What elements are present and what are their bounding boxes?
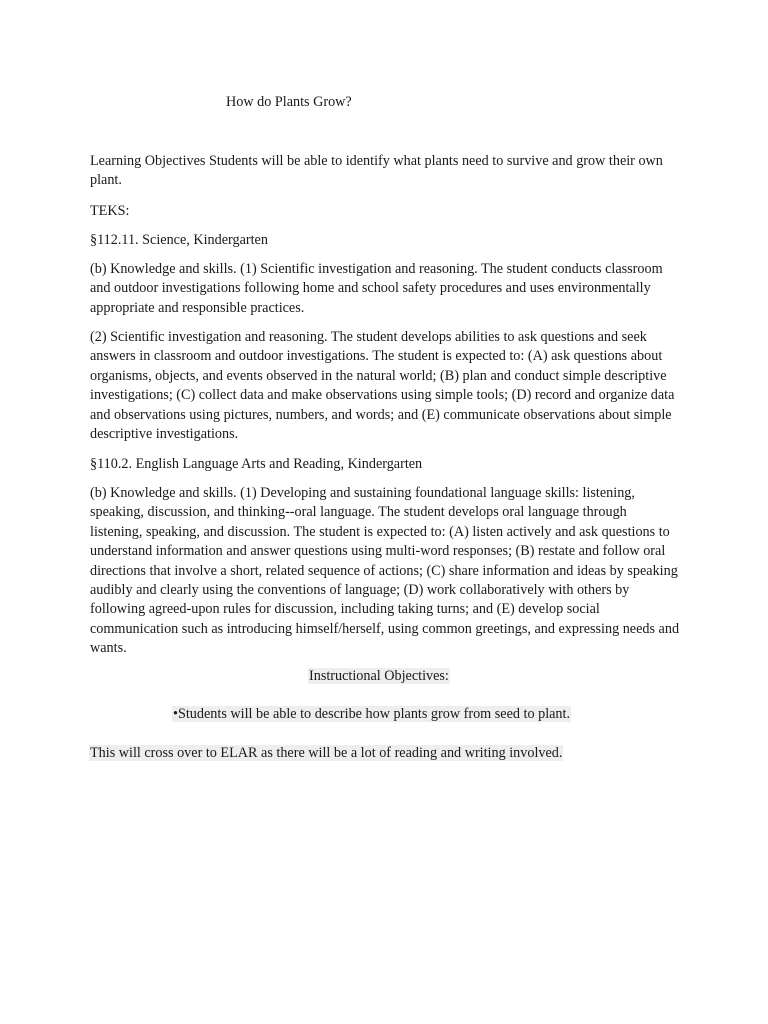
instructional-objectives-heading <box>308 667 450 686</box>
teks-label: TEKS: <box>90 203 130 219</box>
document-title: How do Plants Grow? <box>226 94 352 110</box>
instructional-objective-bullet-text: •Students will be able to describe how plants grow from seed to plant. <box>173 706 571 722</box>
instructional-objectives-heading-text: Instructional Objectives: <box>309 668 449 684</box>
learning-objectives-paragraph: Learning Objectives Students will be able to identify what plants need to survive and grow their own plant. <box>90 153 663 189</box>
elar-standard-heading: §110.2. English Language Arts and Reading, Kindergarten <box>90 456 423 472</box>
instructional-objective-bullet <box>172 705 571 724</box>
science-investigation-paragraph: (2) Scientific investigation and reasoning. The student develops abilities to ask questions and seek answers in classroom and outdoor investigations. The student is expected to: (A) ask questions about organisms, objects, and events observed in the natural world; (B) plan and conduct simple descriptive investigations; (C) collect data and make observations using simple tools; (D) record and organize data and observations using pictures, numbers, and words; and (E) communicate observations about simple descriptive investigations. <box>90 329 675 443</box>
science-standard-heading: §112.11. Science, Kindergarten <box>90 232 268 248</box>
elar-knowledge-skills-paragraph: (b) Knowledge and skills. (1) Developing and sustaining foundational language skills: listening, speaking, discussion, and thinking--oral language. The student develops oral language through listening, speaking, and discussion. The student is expected to: (A) listen actively and ask questions to understand information and answer questions using multi-word responses; (B) restate and follow oral directions that involve a short, related sequence of actions; (C) share information and ideas by speaking audibly and clearly using the conventions of language; (D) work collaboratively with others by following agreed-upon rules for discussion, including taking turns; and (E) develop social communication such as introducing himself/herself, using common greetings, and expressing needs and wants. <box>90 485 680 657</box>
cross-over-note <box>89 744 563 763</box>
cross-over-note-text: This will cross over to ELAR as there will be a lot of reading and writing involved. <box>90 745 563 761</box>
science-knowledge-skills-paragraph: (b) Knowledge and skills. (1) Scientific investigation and reasoning. The student conducts classroom and outdoor investigations following home and school safety procedures and uses environmentally appropriate and responsible practices. <box>90 261 663 316</box>
